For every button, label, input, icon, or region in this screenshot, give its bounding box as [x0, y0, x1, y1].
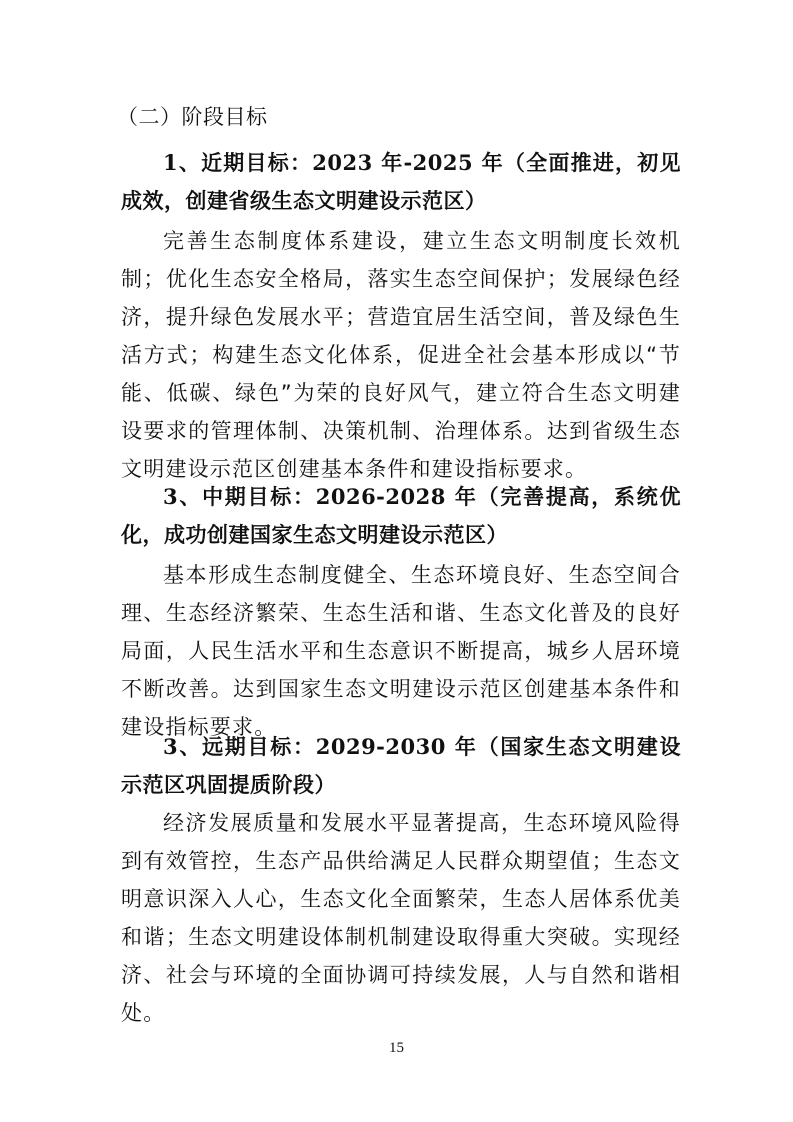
goal-2-title: 3、中期目标：2026-2028 年（完善提高，系统优化，成功创建国家生态文明建设示范区） [121, 484, 681, 547]
page-number: 15 [389, 1040, 404, 1056]
goal-2-body: 基本形成生态制度健全、生态环境良好、生态空间合理、生态经济繁荣、生态生活和谐、生态文化普及的良好局面，人民生活水平和生态意识不断提高，城乡人居环境不断改善。达到国家生态文明建设示范区创建基本条件和建设指标要求。 [121, 563, 681, 739]
goal-1-body: 完善生态制度体系建设，建立生态文明制度长效机制；优化生态安全格局，落实生态空间保护；发展绿色经济，提升绿色发展水平；营造宜居生活空间，普及绿色生活方式；构建生态文化体系，促进全社会基本形成以“节能、低碳、绿色”为荣的良好风气，建立符合生态文明建设要求的管理体制、决策机制、治理体系。达到省级生态文明建设示范区创建基本条件和建设指标要求。 [121, 229, 681, 481]
goal-3-title: 3、远期目标：2029-2030 年（国家生态文明建设示范区巩固提质阶段） [121, 734, 681, 797]
goal-3-body: 经济发展质量和发展水平显著提高，生态环境风险得到有效管控，生态产品供给满足人民群众期望值；生态文明意识深入人心，生态文化全面繁荣，生态人居体系优美和谐；生态文明建设体制机制建设取得重大突破。实现经济、社会与环境的全面协调可持续发展，人与自然和谐相处。 [121, 811, 681, 1025]
section-heading: （二）阶段目标 [117, 105, 268, 129]
goal-1-title: 1、近期目标：2023 年-2025 年（全面推进，初见成效，创建省级生态文明建设示范区） [121, 150, 681, 213]
